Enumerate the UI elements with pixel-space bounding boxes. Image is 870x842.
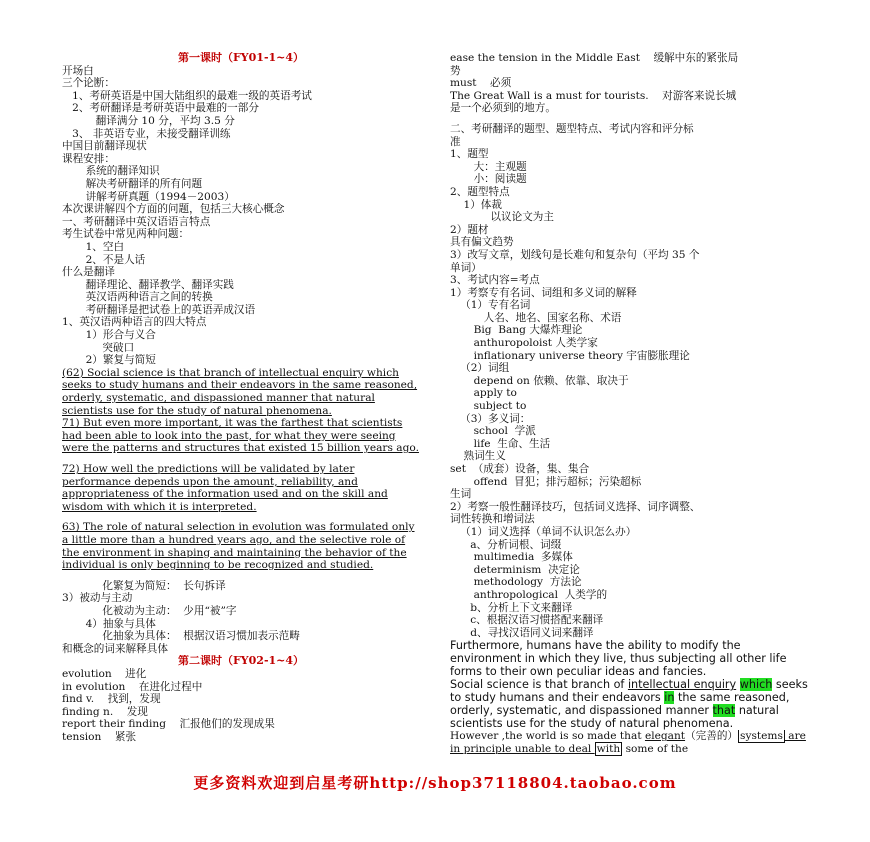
- vocab-line: in evolution 在进化过程中: [62, 680, 203, 693]
- outline-line: methodology 方法论: [450, 576, 582, 589]
- outline-line: set （成套）设备，集、集合: [450, 463, 590, 475]
- outline-line: 翻译满分 10 分，平均 3.5 分: [62, 114, 235, 127]
- outline-line: 二、考研翻译的题型、题型特点、考试内容和评分标: [450, 122, 694, 135]
- left-outline: [62, 65, 420, 367]
- vocab-line: finding n. 发现: [62, 705, 148, 718]
- outline-line: 生词: [450, 488, 472, 501]
- outline-line: multimedia 多媒体: [450, 551, 573, 564]
- sentence-72: 72) How well the predictions will be validated by later performance depends upon the amount, reliability, and appropriateness of the information used and on the skill and wisdom with which it is interpreted.: [62, 463, 388, 513]
- outline-line: 解决考研翻译的所有问题: [62, 177, 203, 190]
- outline-line: 考研翻译是把试卷上的英语弄成汉语: [62, 303, 256, 316]
- outline-line: 和概念的词来解释具体: [62, 642, 168, 655]
- outline-line: 考生试卷中常见两种问题：: [62, 228, 190, 241]
- outline-line: 人名、地名、国家名称、术语: [450, 311, 622, 324]
- social-science-paragraph: Social science is that branch of intellectual enquiry which seeks to study humans and their endeavors in the same reasoned, orderly, systematic, and dispassioned manner that natural scientists use for the study of natural phenomena.: [450, 678, 808, 731]
- outline-line: 小：阅读题: [450, 173, 527, 186]
- highlight-that: that: [712, 704, 736, 718]
- outline-line: depend on 依赖、依靠、取决于: [450, 374, 629, 387]
- outline-line: （1）词义选择（单词不认识怎么办）: [450, 525, 637, 538]
- left-column: [62, 52, 420, 743]
- outline-line: 1）体裁: [450, 198, 502, 211]
- outline-line: 3、 非英语专业，未接受翻译训练: [62, 127, 231, 140]
- outline-line: school 学派: [450, 425, 536, 438]
- outline-line: 突破口: [62, 341, 135, 354]
- boxed-with: with: [596, 742, 621, 755]
- lesson-1-title: 第一课时（FY01-1~4）: [177, 52, 305, 64]
- sentence-63: 63) The role of natural selection in evolution was formulated only a little more than a hundred years ago, and the selective role of the environment in shaping and maintaining the behavior of the individual is only beginning to be recognized and studied.: [62, 521, 415, 572]
- outline-line: 三个论断：: [62, 77, 115, 90]
- outline-line: b、分析上下文来翻译: [450, 601, 573, 614]
- outline-line: 一、考研翻译中英汉语语言特点: [62, 215, 211, 228]
- outline-line: 2、考研翻译是考研英语中最难的一部分: [62, 102, 259, 115]
- sentence-71: 71) But even more important, it was the farthest that scientists had been able to look into the past, for what they were seeing were the patterns and structures that existed 15 billion years ago.: [62, 417, 419, 455]
- vocab-line: ease the tension in the Middle East 缓解中东的紧张局: [450, 52, 739, 64]
- outline-line: 2）繁复与简短: [62, 354, 156, 367]
- sentence-62: (62) Social science is that branch of intellectual enquiry which seeks to study humans and their endeavors in the same reasoned, orderly, systematic, and dispassioned manner that natural scientists use for the study of natural phenomena.: [62, 366, 418, 417]
- outline-line: d、寻找汉语同义词来翻译: [450, 626, 594, 639]
- outline-line: 本次课讲解四个方面的问题，包括三大核心概念: [62, 203, 285, 216]
- vocab-line: The Great Wall is a must for tourists. 对游客来说长城: [450, 89, 737, 102]
- outline-line: anthropological 人类学的: [450, 588, 608, 601]
- outline-line: life 生命、生活: [450, 437, 551, 450]
- outline-line: 词性转换和增词法: [450, 513, 535, 526]
- outline-line: 化抽象为具体： 根据汉语习惯加表示范畴: [62, 630, 300, 643]
- outline-line: 1、空白: [62, 240, 125, 253]
- outline-line: c、根据汉语习惯搭配来翻译: [450, 614, 604, 627]
- outline-line: 1）考察专有名词、词组和多义词的解释: [450, 286, 637, 299]
- highlight-in: in: [664, 691, 675, 705]
- outline-line: 讲解考研真题（1994－2003）: [62, 190, 235, 203]
- outline-line: 化繁复为简短： 长句拆译: [62, 579, 226, 592]
- outline-line: 单词）: [450, 261, 482, 274]
- outline-line: 2、不是人话: [62, 253, 146, 266]
- outline-line: 中国目前翻译现状: [62, 140, 147, 153]
- outline-line: 大：主观题: [450, 160, 527, 173]
- left-outline-2: [62, 580, 420, 656]
- outline-line: 3）被动与主动: [62, 592, 133, 605]
- outline-line: subject to: [450, 400, 527, 413]
- outline-line: 3）改写文章，划线句是长难句和复杂句（平均 35 个: [450, 248, 700, 261]
- outline-line: 4）抽象与具体: [62, 617, 156, 630]
- outline-line: 课程安排：: [62, 152, 115, 165]
- outline-line: anthuropoloist 人类学家: [450, 337, 598, 350]
- however-paragraph: However ,the world is so made that elegant（完善的） systems are in principle unable to deal with some of the: [450, 730, 806, 755]
- outline-line: 熟词生义: [450, 450, 506, 463]
- outline-line: 1、考研英语是中国大陆组织的最难一级的英语考试: [62, 89, 312, 102]
- outline-line: 以议论文为主: [450, 211, 554, 224]
- outline-line: 具有偏文趋势: [450, 236, 514, 249]
- outline-line: 翻译理论、翻译教学、翻译实践: [62, 278, 234, 291]
- vocab-line: 势: [450, 64, 461, 77]
- outline-line: inflationary universe theory 宇宙膨胀理论: [450, 349, 690, 362]
- right-vocab: [450, 52, 812, 115]
- outline-line: 开场白: [62, 64, 94, 77]
- outline-line: 化被动为主动： 少用“被”字: [62, 604, 237, 617]
- outline-line: 3、考试内容=考点: [450, 274, 540, 287]
- highlight-which: which: [739, 678, 773, 692]
- outline-line: 1、题型: [450, 148, 489, 161]
- furthermore-paragraph: Furthermore, humans have the ability to modify the environment in which they live, thus subjecting all other life forms to their own peculiar ideas and fancies.: [450, 639, 787, 679]
- right-column: [450, 52, 812, 756]
- right-outline: [450, 123, 812, 639]
- vocab-line: evolution 进化: [62, 667, 147, 680]
- outline-line: offend 冒犯；排污超标；污染超标: [450, 475, 642, 488]
- vocab-line: must 必须: [450, 77, 512, 90]
- outline-line: （2）词组: [450, 362, 510, 375]
- outline-line: 2、题型特点: [450, 185, 510, 198]
- outline-line: 什么是翻译: [62, 266, 115, 279]
- outline-line: 英汉语两种语言之间的转换: [62, 291, 213, 304]
- outline-line: 准: [450, 135, 461, 148]
- outline-line: Big Bang 大爆炸理论: [450, 324, 583, 337]
- vocab-list: [62, 668, 420, 744]
- footer-banner: 更多资料欢迎到启星考研http://shop37118804.taobao.com: [193, 774, 677, 792]
- outline-line: 系统的翻译知识: [62, 165, 160, 178]
- outline-line: 2）考察一般性翻译技巧，包括词义选择、词序调整、: [450, 500, 701, 513]
- vocab-line: report their finding 汇报他们的发现成果: [62, 718, 275, 731]
- lesson-2-title: 第二课时（FY02-1~4）: [177, 655, 305, 668]
- outline-line: （1）专有名词: [450, 299, 531, 312]
- vocab-line: tension 紧张: [62, 730, 137, 743]
- outline-line: a、分析词根、词缀: [450, 538, 562, 551]
- outline-line: （3）多义词：: [450, 412, 531, 425]
- outline-line: 1）形合与义合: [62, 329, 156, 342]
- vocab-line: find v. 找到，发现: [62, 693, 161, 706]
- boxed-systems: systems: [740, 730, 783, 743]
- outline-line: determinism 决定论: [450, 563, 580, 576]
- outline-line: 2）题材: [450, 223, 489, 236]
- vocab-line: 是一个必须到的地方。: [450, 102, 556, 115]
- outline-line: 1、英汉语两种语言的四大特点: [62, 316, 207, 329]
- outline-line: apply to: [450, 387, 517, 400]
